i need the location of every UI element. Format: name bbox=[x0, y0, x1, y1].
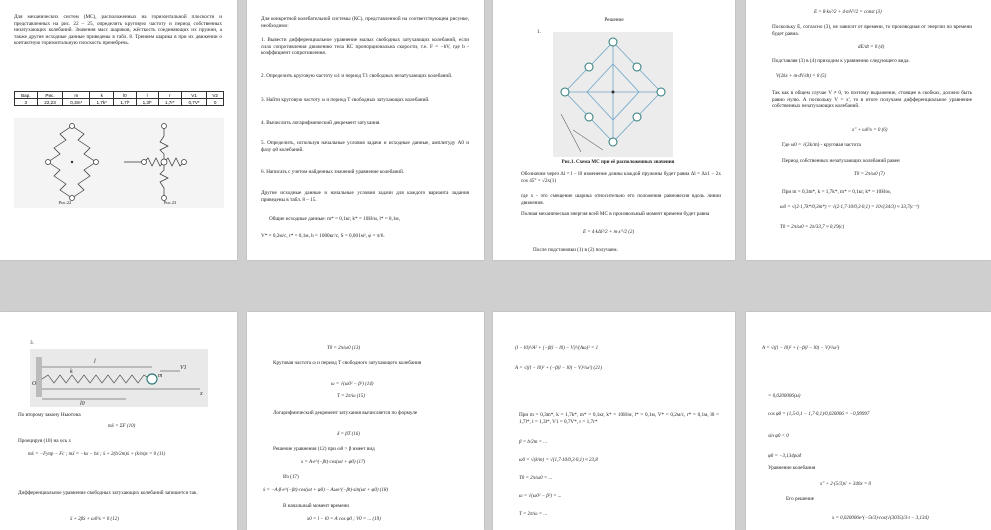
equation-9: T0 = 2π/ω0 = 2π/33,7 ≈ 0,19(c) bbox=[780, 225, 845, 230]
solution-label: Его решение bbox=[786, 496, 815, 502]
table-cell: 1,7k* bbox=[90, 99, 114, 106]
damped-text-2: Логарифмический декремент затухания вычисляется по формуле bbox=[273, 410, 418, 416]
table-header-cell: r bbox=[158, 92, 181, 99]
equation-8: ω0 = √(2·1,7k*/0,3m*) = √(2·1,7·10/0,3·0,1) = 10√(34/3) ≈ 33,7(c⁻¹) bbox=[780, 205, 920, 210]
task-item-5: 5. Определить, используя начальные условия задачи и исходные данные, амплитуду A0 и фазу φ0 колебаний. bbox=[261, 140, 469, 153]
table-cell: 0 bbox=[207, 99, 224, 106]
amplitude-value: = 0,0200006(м) bbox=[768, 394, 801, 399]
damped-text-3: Решение уравнения (12) при ω0 > β имеет вид bbox=[273, 446, 375, 452]
table-header-cell: V2 bbox=[207, 92, 224, 99]
derivation-text-1: Поскольку E, согласно (3), не зависит от времени, то производная от энергии по времени будет равна. bbox=[772, 24, 972, 37]
equation-15: T = 2π/ω (15) bbox=[337, 394, 366, 399]
figure-1-caption: Рис.1. Схема МС при её расположенных значения bbox=[561, 160, 675, 165]
projection-text: Проецируя (10) на ось x bbox=[18, 438, 72, 444]
common-data-line-2: V* = 0,2м/с, r* = 0,1м, b = 1000кг/с, S = 0,001м², φ = π/6. bbox=[261, 233, 385, 239]
figure-23-caption: Рис.23 bbox=[163, 200, 177, 205]
equation-24: T0 = 2π/ω0 = ... bbox=[519, 476, 553, 481]
damped-text-1: Круговая частота ω и период T свободного затухающего колебания bbox=[273, 360, 422, 366]
task-intro-2: Для конкретной колебательной системы (КС), представленной на соответствующем рисунке, необходимо: bbox=[261, 16, 469, 29]
equation-25: ω = √(ω0² − β²) = ... bbox=[519, 494, 562, 499]
equation-16: δ = βT (16) bbox=[337, 432, 360, 437]
document-page-6[interactable] bbox=[247, 312, 484, 530]
document-page-5[interactable] bbox=[0, 312, 237, 530]
table-header-cell: l bbox=[136, 92, 158, 99]
solution-text-4: После подстановки (1) в (2) получаем. bbox=[533, 247, 618, 253]
derivation-text-3: Так как в общем случае V ≠ 0, то поэтому выражение, стоящее в скобках, должно быть равно нулю. А поскольку V = x', то в итоге получаем дифференциальное уравнение собственных незатухающих колебаний. bbox=[772, 90, 972, 110]
phase-value: φ0 = −3,134рад bbox=[768, 454, 802, 459]
equation-3: E = 8·kx²/2 + 4·mV²/2 = const (3) bbox=[814, 10, 882, 15]
step-number-1: 1. bbox=[537, 29, 541, 35]
derivation-text-6: При m = 0,3m*, k = 1,7k*, m* = 0,1кг, k* = 10Н/м, bbox=[782, 189, 892, 195]
equation-6: x'' + ω0²x = 0 (6) bbox=[852, 128, 888, 133]
equation-18: ẋ = −A·β·e^(−βt)·cos(ωt + φ0) − Aωe^(−βt)·sin(ωt + φ0) (18) bbox=[263, 488, 389, 493]
equation-21: A = √((l − l0)² + (−β(l − l0) − V)²/ω²) (21) bbox=[515, 366, 602, 371]
numeric-substitution-text: При m = 0,3m*, k = 1,7k*, m* = 0,1кг, k* = 10Н/м, l* = 0,1м, V* = 0,2м/с, r* = 0,1м, l0 = 1,7l*, l = 1,3l*, V1 = 0,7V*, r = 1,7r* bbox=[519, 412, 719, 425]
table-cell: 1,3l* bbox=[136, 99, 158, 106]
document-page-7[interactable] bbox=[493, 312, 735, 530]
table-header-row bbox=[15, 92, 224, 99]
svg-text:l0: l0 bbox=[80, 401, 85, 407]
final-solution: x = 0,020006e^(−5t/3)·cos(√(3035)/3·t − 3,134) bbox=[832, 516, 929, 521]
amplitude-equation: A = √((l − l0)² + (−β(l − l0) − V)²/ω²) bbox=[762, 346, 840, 351]
solution-text-2: где x - это смещение шарика относительно его положения равновесия вдоль линии движения. bbox=[521, 193, 721, 206]
figure-22-caption: Рис.22 bbox=[58, 200, 72, 205]
step-number-3: 3. bbox=[30, 340, 34, 346]
equation-7: T0 = 2π/ω0 (7) bbox=[854, 172, 885, 177]
table-cell: 0,7V* bbox=[181, 99, 206, 106]
task-item-4: 4. Вычислить логарифмический декремент затухания. bbox=[261, 120, 381, 126]
figure-1 bbox=[553, 32, 673, 157]
solution-heading: Решение bbox=[604, 17, 624, 23]
diff-equation-text: Дифференциальное уравнение свободных затухающих колебаний запишется так. bbox=[18, 490, 198, 496]
document-page-4[interactable] bbox=[746, 0, 991, 260]
task-item-3: 3. Найти круговую частоту ω и период T свободных затухающих колебаний. bbox=[261, 97, 430, 103]
table-cell: 22,23 bbox=[37, 99, 63, 106]
oscillation-equation: x'' + 2·(5/3)x' + 340x = 0 bbox=[820, 482, 871, 487]
equation-26: T = 2π/ω = ... bbox=[519, 512, 548, 517]
variant-table bbox=[14, 91, 224, 106]
equation-14: ω = √(ω0² − β²) (14) bbox=[331, 382, 374, 387]
derivation-text-2: Подставляя (3) в (4) приходим к уравнению следующего вида. bbox=[772, 58, 910, 64]
equation-5: V(2kx + m·dV/dt) = 0 (5) bbox=[776, 74, 827, 79]
task-intro: Для механических систем (МС), расположенных на горизонтальной плоскости и представленных на рис. 22 – 25, определить круговую частоту и период собственных незатухающих колебаний. Значения масс шариков, жёсткость соединяющих их пружин, а также другие исходные данные приведены в табл. 8. Трением шарика в при их движении о контактную горизонтальную плоскость пренебречь. bbox=[14, 14, 222, 47]
lattice-diagram bbox=[553, 32, 673, 157]
table-header-cell: Рис. bbox=[37, 92, 63, 99]
solution-text-1: Обозначим через Δl = l − l0 изменение длины каждой пружины будет равна Δl = Δx1 − 2x cos 45° = √2x(1) bbox=[521, 171, 721, 184]
table-header-cell: k bbox=[90, 92, 114, 99]
task-item-1: 1. Вывести дифференциальное уравнение малых свободных затухающих колебаний, если сила сопротивления движению тела КС пропорциональна скорости, т.е. F = −bV, где b - коэффициент сопротивления. bbox=[261, 37, 469, 57]
spring-mass-diagram bbox=[14, 118, 224, 208]
equation-20: (l − l0)²/A² + (−β(l − l0) − V)²/(Aω)² = 1 bbox=[515, 346, 599, 351]
equation-23: ω0 = √(k/m) = √(1,7·10/0,3·0,1) ≈ 23,8 bbox=[519, 458, 598, 463]
task-item-6: 6. Написать с учетом найденных значений уравнение колебаний. bbox=[261, 169, 405, 175]
svg-text:m: m bbox=[158, 373, 163, 379]
table-cell: 1,7l* bbox=[114, 99, 136, 106]
svg-text:l: l bbox=[94, 359, 96, 365]
equation-22: β = b/2m = ... bbox=[519, 440, 547, 445]
task-item-7: Другие исходные данные и начальные условия задачи для каждого варианта задания приведены в табл. 8 – 15. bbox=[261, 190, 469, 203]
document-page-1[interactable] bbox=[0, 0, 237, 260]
sin-phase-equation: sin φ0 < 0 bbox=[768, 434, 789, 439]
table-header-cell: l0 bbox=[114, 92, 136, 99]
equation-17: x = A·e^(−βt)·cos(ωt + φ0) (17) bbox=[301, 460, 366, 465]
table-cell: 3 bbox=[15, 99, 38, 106]
solution-text-3: Полная механическая энергия всей МС в произвольный момент времени будет равна bbox=[521, 211, 710, 217]
figure-horizontal-spring bbox=[30, 349, 208, 407]
table-cell: 1,7r* bbox=[158, 99, 181, 106]
equation-13: T0 = 2π/ω0 (13) bbox=[327, 346, 361, 351]
svg-text:x: x bbox=[200, 391, 203, 397]
table-header-cell: Вар. bbox=[15, 92, 38, 99]
table-header-cell: m bbox=[63, 92, 90, 99]
derivation-text-5: Период собственных незатухающих колебаний равен bbox=[782, 158, 900, 164]
svg-text:O: O bbox=[32, 381, 37, 387]
task-item-2: 2. Определить круговую частоту ω1 и период T1 свободных незатухающих колебаний. bbox=[261, 73, 453, 79]
horizontal-spring-diagram bbox=[30, 349, 208, 407]
newton-law-text: По второму закону Ньютона bbox=[18, 412, 81, 418]
equation-12: ẍ + 2βẋ + ω0²x = 0 (12) bbox=[70, 517, 119, 522]
cos-phase-equation: cos φ0 = (1,5·0,1 − 1,7·0,1)/0,020006 = −0,99997 bbox=[768, 412, 870, 417]
equation-10: mẍ = ΣF (10) bbox=[108, 424, 136, 429]
table-row bbox=[15, 99, 224, 106]
table-cell: 0,3m* bbox=[63, 99, 90, 106]
oscillation-equation-label: Уравнение колебания bbox=[768, 465, 816, 471]
equation-4: dE/dt = 0 (4) bbox=[858, 45, 885, 50]
equation-19: x0 = l − l0 = A cos φ0 ; V0 = ... (19) bbox=[307, 517, 381, 522]
equation-2: E = 4·kΔl²/2 + m·x'²/2 (2) bbox=[583, 230, 635, 235]
equation-11: mẍ = −Fупр − Fс ; mẍ = −kx − bẋ ; ẍ + 2(b/2m)ẋ + (k/m)x = 0 (11) bbox=[28, 452, 166, 457]
figure-22-23 bbox=[14, 118, 224, 208]
table-header-cell: V1 bbox=[181, 92, 206, 99]
damped-text-4: Из (17) bbox=[283, 474, 299, 480]
svg-text:V1: V1 bbox=[180, 365, 187, 371]
derivation-text-4: Где ω0 = √(2k/m) - круговая частота bbox=[782, 142, 861, 148]
damped-text-5: В начальный момент времени bbox=[283, 503, 350, 509]
svg-text:k: k bbox=[70, 369, 73, 375]
document-page-8[interactable] bbox=[746, 312, 991, 530]
document-page-2[interactable] bbox=[247, 0, 484, 260]
common-data-line-1: Общие исходные данные: m* = 0,1кг, k* = 10Н/м, l* = 0,1м, bbox=[269, 216, 400, 222]
document-page-3[interactable] bbox=[493, 0, 735, 260]
